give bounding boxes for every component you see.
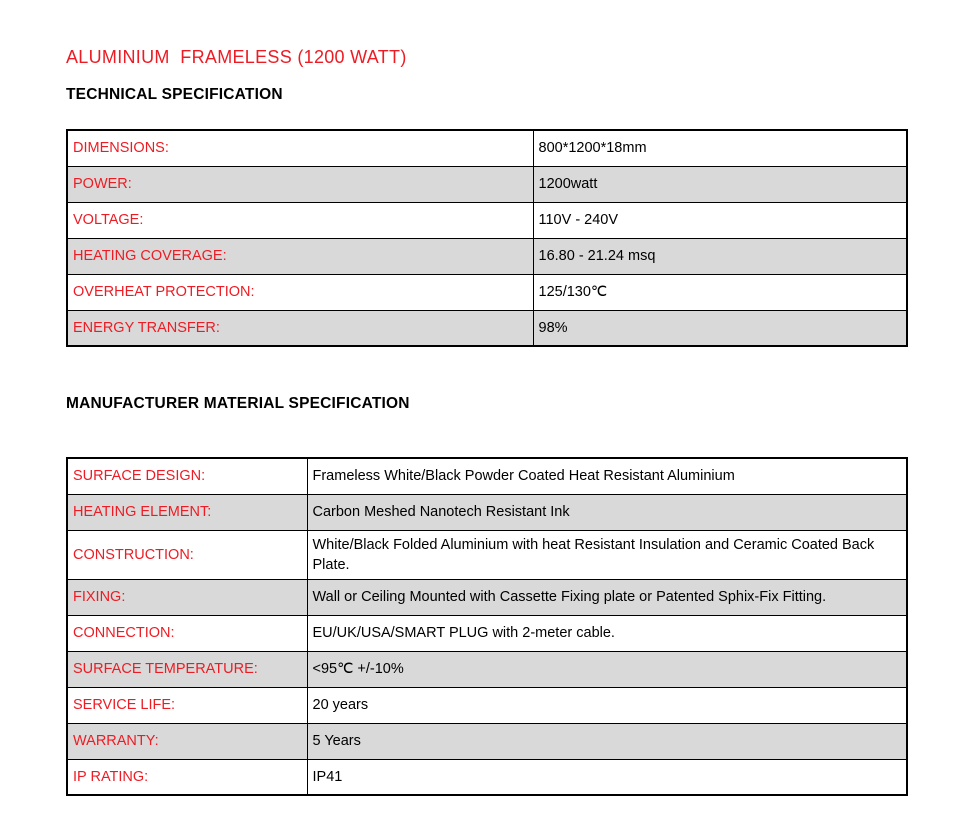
table-row [67,530,907,579]
manufacturer-material-table [66,457,908,796]
spec-value: 16.80 - 21.24 msq [533,238,907,274]
spec-label: CONSTRUCTION: [67,530,307,579]
spec-label: SURFACE DESIGN: [67,458,307,494]
table-row [67,202,907,238]
spec-label: POWER: [67,166,533,202]
spec-value: Wall or Ceiling Mounted with Cassette Fixing plate or Patented Sphix-Fix Fitting. [307,579,907,615]
table-row [67,759,907,795]
spec-value: 98% [533,310,907,346]
spec-value: 20 years [307,687,907,723]
table-row [67,494,907,530]
manufacturer-material-heading: MANUFACTURER MATERIAL SPECIFICATION [66,395,410,412]
spec-value: IP41 [307,759,907,795]
spec-value: 1200watt [533,166,907,202]
spec-value: 125/130℃ [533,274,907,310]
page-title: ALUMINIUM FRAMELESS (1200 WATT) [66,47,407,67]
technical-specification-heading: TECHNICAL SPECIFICATION [66,86,283,103]
table-row [67,687,907,723]
spec-label: SERVICE LIFE: [67,687,307,723]
spec-value: 5 Years [307,723,907,759]
spec-value: 110V - 240V [533,202,907,238]
spec-label: WARRANTY: [67,723,307,759]
spec-value: White/Black Folded Aluminium with heat Resistant Insulation and Ceramic Coated Back Plate. [307,530,907,579]
table-row [67,723,907,759]
table-row [67,166,907,202]
spec-label: OVERHEAT PROTECTION: [67,274,533,310]
spec-label: HEATING COVERAGE: [67,238,533,274]
table-row [67,579,907,615]
spec-value: Frameless White/Black Powder Coated Heat Resistant Aluminium [307,458,907,494]
spec-label: HEATING ELEMENT: [67,494,307,530]
table-row [67,458,907,494]
spec-label: ENERGY TRANSFER: [67,310,533,346]
spec-label: CONNECTION: [67,615,307,651]
spec-label: IP RATING: [67,759,307,795]
table-row [67,274,907,310]
table-row [67,615,907,651]
spec-value: Carbon Meshed Nanotech Resistant Ink [307,494,907,530]
spec-label: FIXING: [67,579,307,615]
table-row [67,130,907,166]
table-row [67,310,907,346]
spec-value: 800*1200*18mm [533,130,907,166]
spec-value: <95℃ +/-10% [307,651,907,687]
spec-label: VOLTAGE: [67,202,533,238]
technical-specification-table [66,129,908,347]
spec-label: DIMENSIONS: [67,130,533,166]
table-row [67,651,907,687]
spec-label: SURFACE TEMPERATURE: [67,651,307,687]
spec-value: EU/UK/USA/SMART PLUG with 2-meter cable. [307,615,907,651]
table-row [67,238,907,274]
